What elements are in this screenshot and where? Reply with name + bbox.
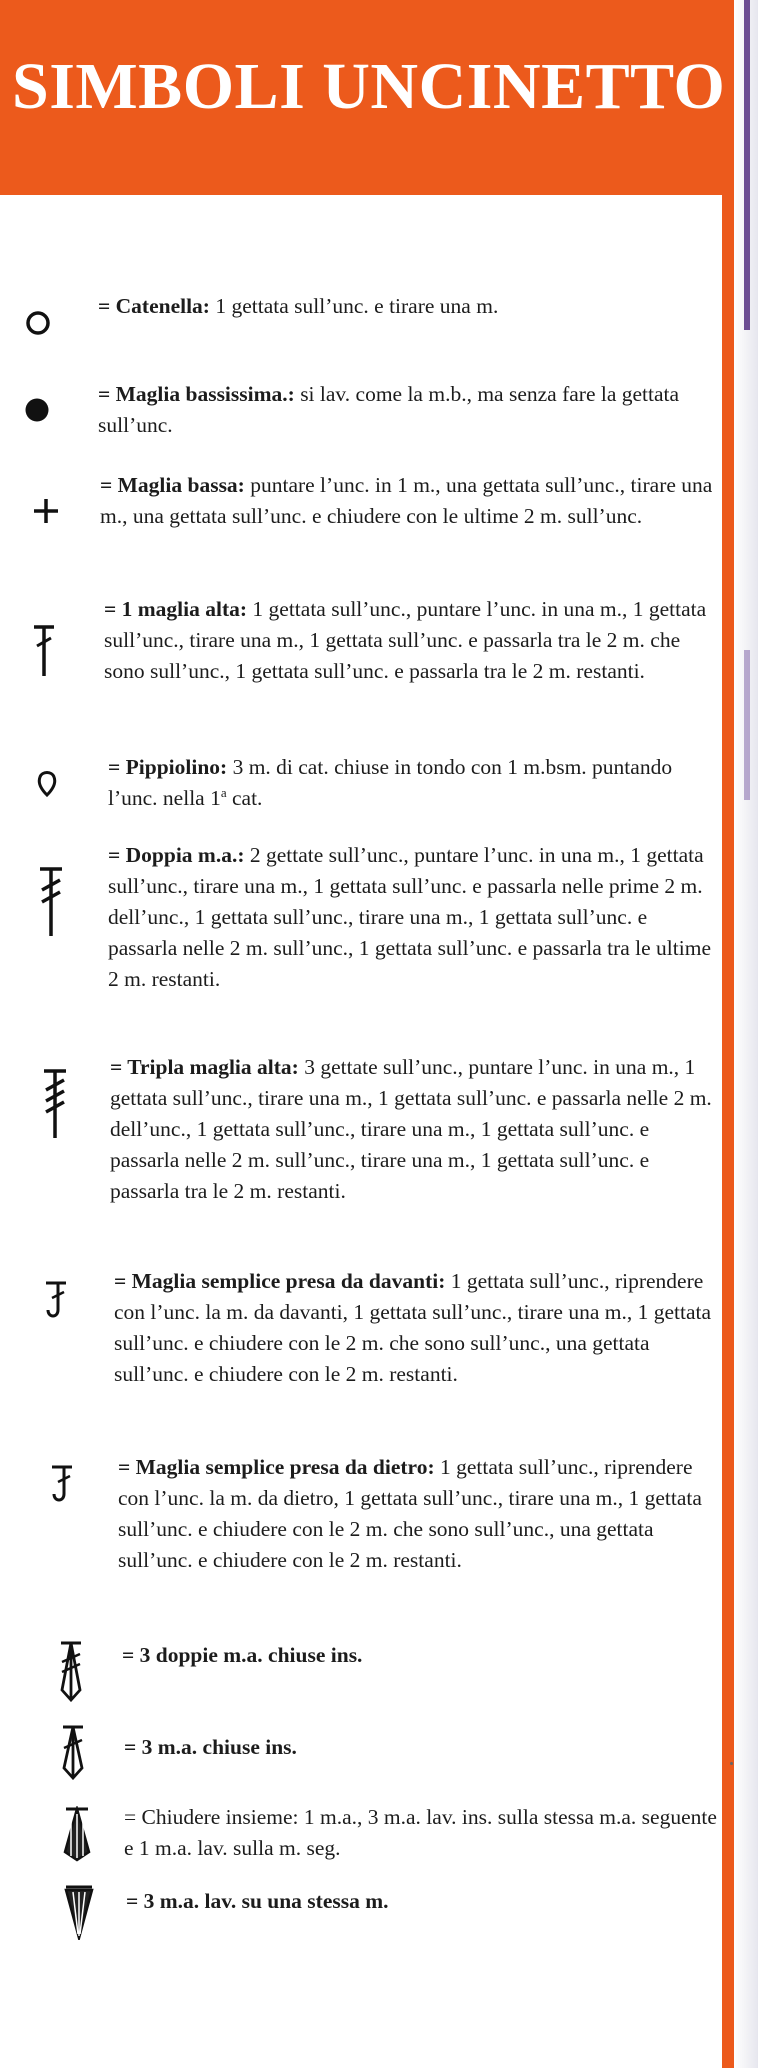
- entry-text: 2 gettate sull’unc., puntare l’unc. in una m., 1 gettata sull’unc., tirare una m., 1 gettata sull’unc. e passarla nelle prime 2 m. dell’unc., 1 gettata sull’unc., tirare una m., 1 gettata sull’unc. e passarla nelle 2 m. sull’unc., 1 gettata sull’unc. e passarla tra le ultime 2 m. restanti.: [108, 843, 711, 991]
- entry-label: = Doppia m.a.:: [108, 843, 245, 867]
- close-together-icon: [60, 1806, 94, 1862]
- three-dc-together-icon: [56, 1640, 86, 1702]
- entry-text: si lav. come la m.b., ma senza fare la gettata sull’unc.: [98, 382, 680, 437]
- entry-text: 3 m. di cat. chiuse in tondo con 1 m.bsm. puntando l’unc. nella 1: [108, 755, 673, 810]
- picot-icon: [36, 768, 58, 798]
- entry-maglia-bassissima: [98, 379, 716, 441]
- chain-circle-icon: [24, 309, 52, 337]
- entry-label: = Pippiolino:: [108, 755, 228, 779]
- entry-3-ma-stessa-m: [126, 1886, 718, 1917]
- entry-3-ma-chiuse: [124, 1732, 718, 1763]
- entry-doppia-ma: [108, 840, 718, 995]
- speck: [730, 1762, 733, 1765]
- three-bar-t-icon: [42, 1068, 68, 1140]
- page-edge-stripe: [744, 0, 750, 330]
- back-post-icon: [50, 1464, 74, 1508]
- entry-catenella: [98, 291, 718, 322]
- orange-border: [722, 0, 734, 2068]
- entry-label: = Maglia bassa:: [100, 473, 245, 497]
- entry-chiudere-insieme: [124, 1802, 728, 1864]
- entry-tripla-maglia-alta: [110, 1052, 718, 1207]
- entry-1-maglia-alta: [104, 594, 716, 687]
- plus-icon: [33, 498, 59, 524]
- entry-label: = Maglia semplice presa da davanti:: [114, 1269, 446, 1293]
- entry-text: puntare l’unc. in 1 m., una gettata sull’unc., tirare una m., una gettata sull’unc. e chiudere con le ultime 2 m. sull’unc.: [100, 473, 713, 528]
- entry-label: = Maglia bassissima.:: [98, 382, 295, 406]
- two-bar-t-icon: [38, 866, 64, 938]
- entry-label: = 3 doppie m.a. chiuse ins.: [122, 1643, 363, 1667]
- entry-maglia-semplice-dietro: [118, 1452, 718, 1576]
- entry-maglia-bassa: [100, 470, 716, 532]
- entry-label: = Maglia semplice presa da dietro:: [118, 1455, 435, 1479]
- entry-label: = 3 m.a. lav. su una stessa m.: [126, 1889, 389, 1913]
- front-post-icon: [44, 1280, 68, 1324]
- shell-icon: [62, 1884, 96, 1940]
- entry-maglia-semplice-davanti: [114, 1266, 718, 1390]
- entry-3-doppie-ma-chiuse: [122, 1640, 718, 1671]
- entry-text: = Chiudere insieme: 1 m.a., 3 m.a. lav. ins. sulla stessa m.a. seguente e 1 m.a. lav. sulla m. seg.: [124, 1805, 717, 1860]
- entry-text: 1 gettata sull’unc., riprendere con l’unc. la m. da davanti, 1 gettata sull’unc., tirare una m., 1 gettata sull’unc. e chiudere con le 2 m. che sono sull’unc., una gettata sull’unc. e chiudere con le 2 m. restanti.: [114, 1269, 712, 1386]
- entry-text-end: cat.: [226, 786, 263, 810]
- entry-text: 1 gettata sull’unc., puntare l’unc. in una m., 1 gettata sull’unc., tirare una m., 1 gettata sull’unc. e passarla tra le 2 m. che sono sull’unc., 1 gettata sull’unc. e passarla tra le 2 m. restanti.: [104, 597, 707, 683]
- one-bar-t-icon: [32, 624, 56, 678]
- page-edge-stripe-lower: [744, 650, 750, 800]
- page-title: SIMBOLI UNCINETTO: [12, 50, 726, 123]
- filled-dot-icon: [24, 397, 50, 423]
- entry-pippiolino: [108, 752, 716, 814]
- entry-text: 1 gettata sull’unc. e tirare una m.: [209, 294, 499, 318]
- entry-text: 1 gettata sull’unc., riprendere con l’unc. la m. da dietro, 1 gettata sull’unc., tirare una m., 1 gettata sull’unc. e chiudere con le 2 m. che sono sull’unc., una gettata sull’unc. e chiudere con le 2 m. restanti.: [118, 1455, 702, 1572]
- entry-label: = 3 m.a. chiuse ins.: [124, 1735, 297, 1759]
- entry-text: 3 gettate sull’unc., puntare l’unc. in una m., 1 gettata sull’unc., tirare una m., 1 gettata sull’unc. e passarla nelle 2 m. dell’unc., 1 gettata sull’unc., tirare una m., 1 gettata sull’unc. e passarla nelle 2 m. sull’unc., tirare una m., 1 gettata sull’unc. e passarla tra le 2 m. restanti.: [110, 1055, 712, 1203]
- three-tc-together-icon: [58, 1724, 88, 1780]
- entry-label: = 1 maglia alta:: [104, 597, 248, 621]
- entry-label: = Tripla maglia alta:: [110, 1055, 299, 1079]
- entry-label: = Catenella:: [98, 294, 210, 318]
- entry-text-superscript: a: [220, 784, 227, 800]
